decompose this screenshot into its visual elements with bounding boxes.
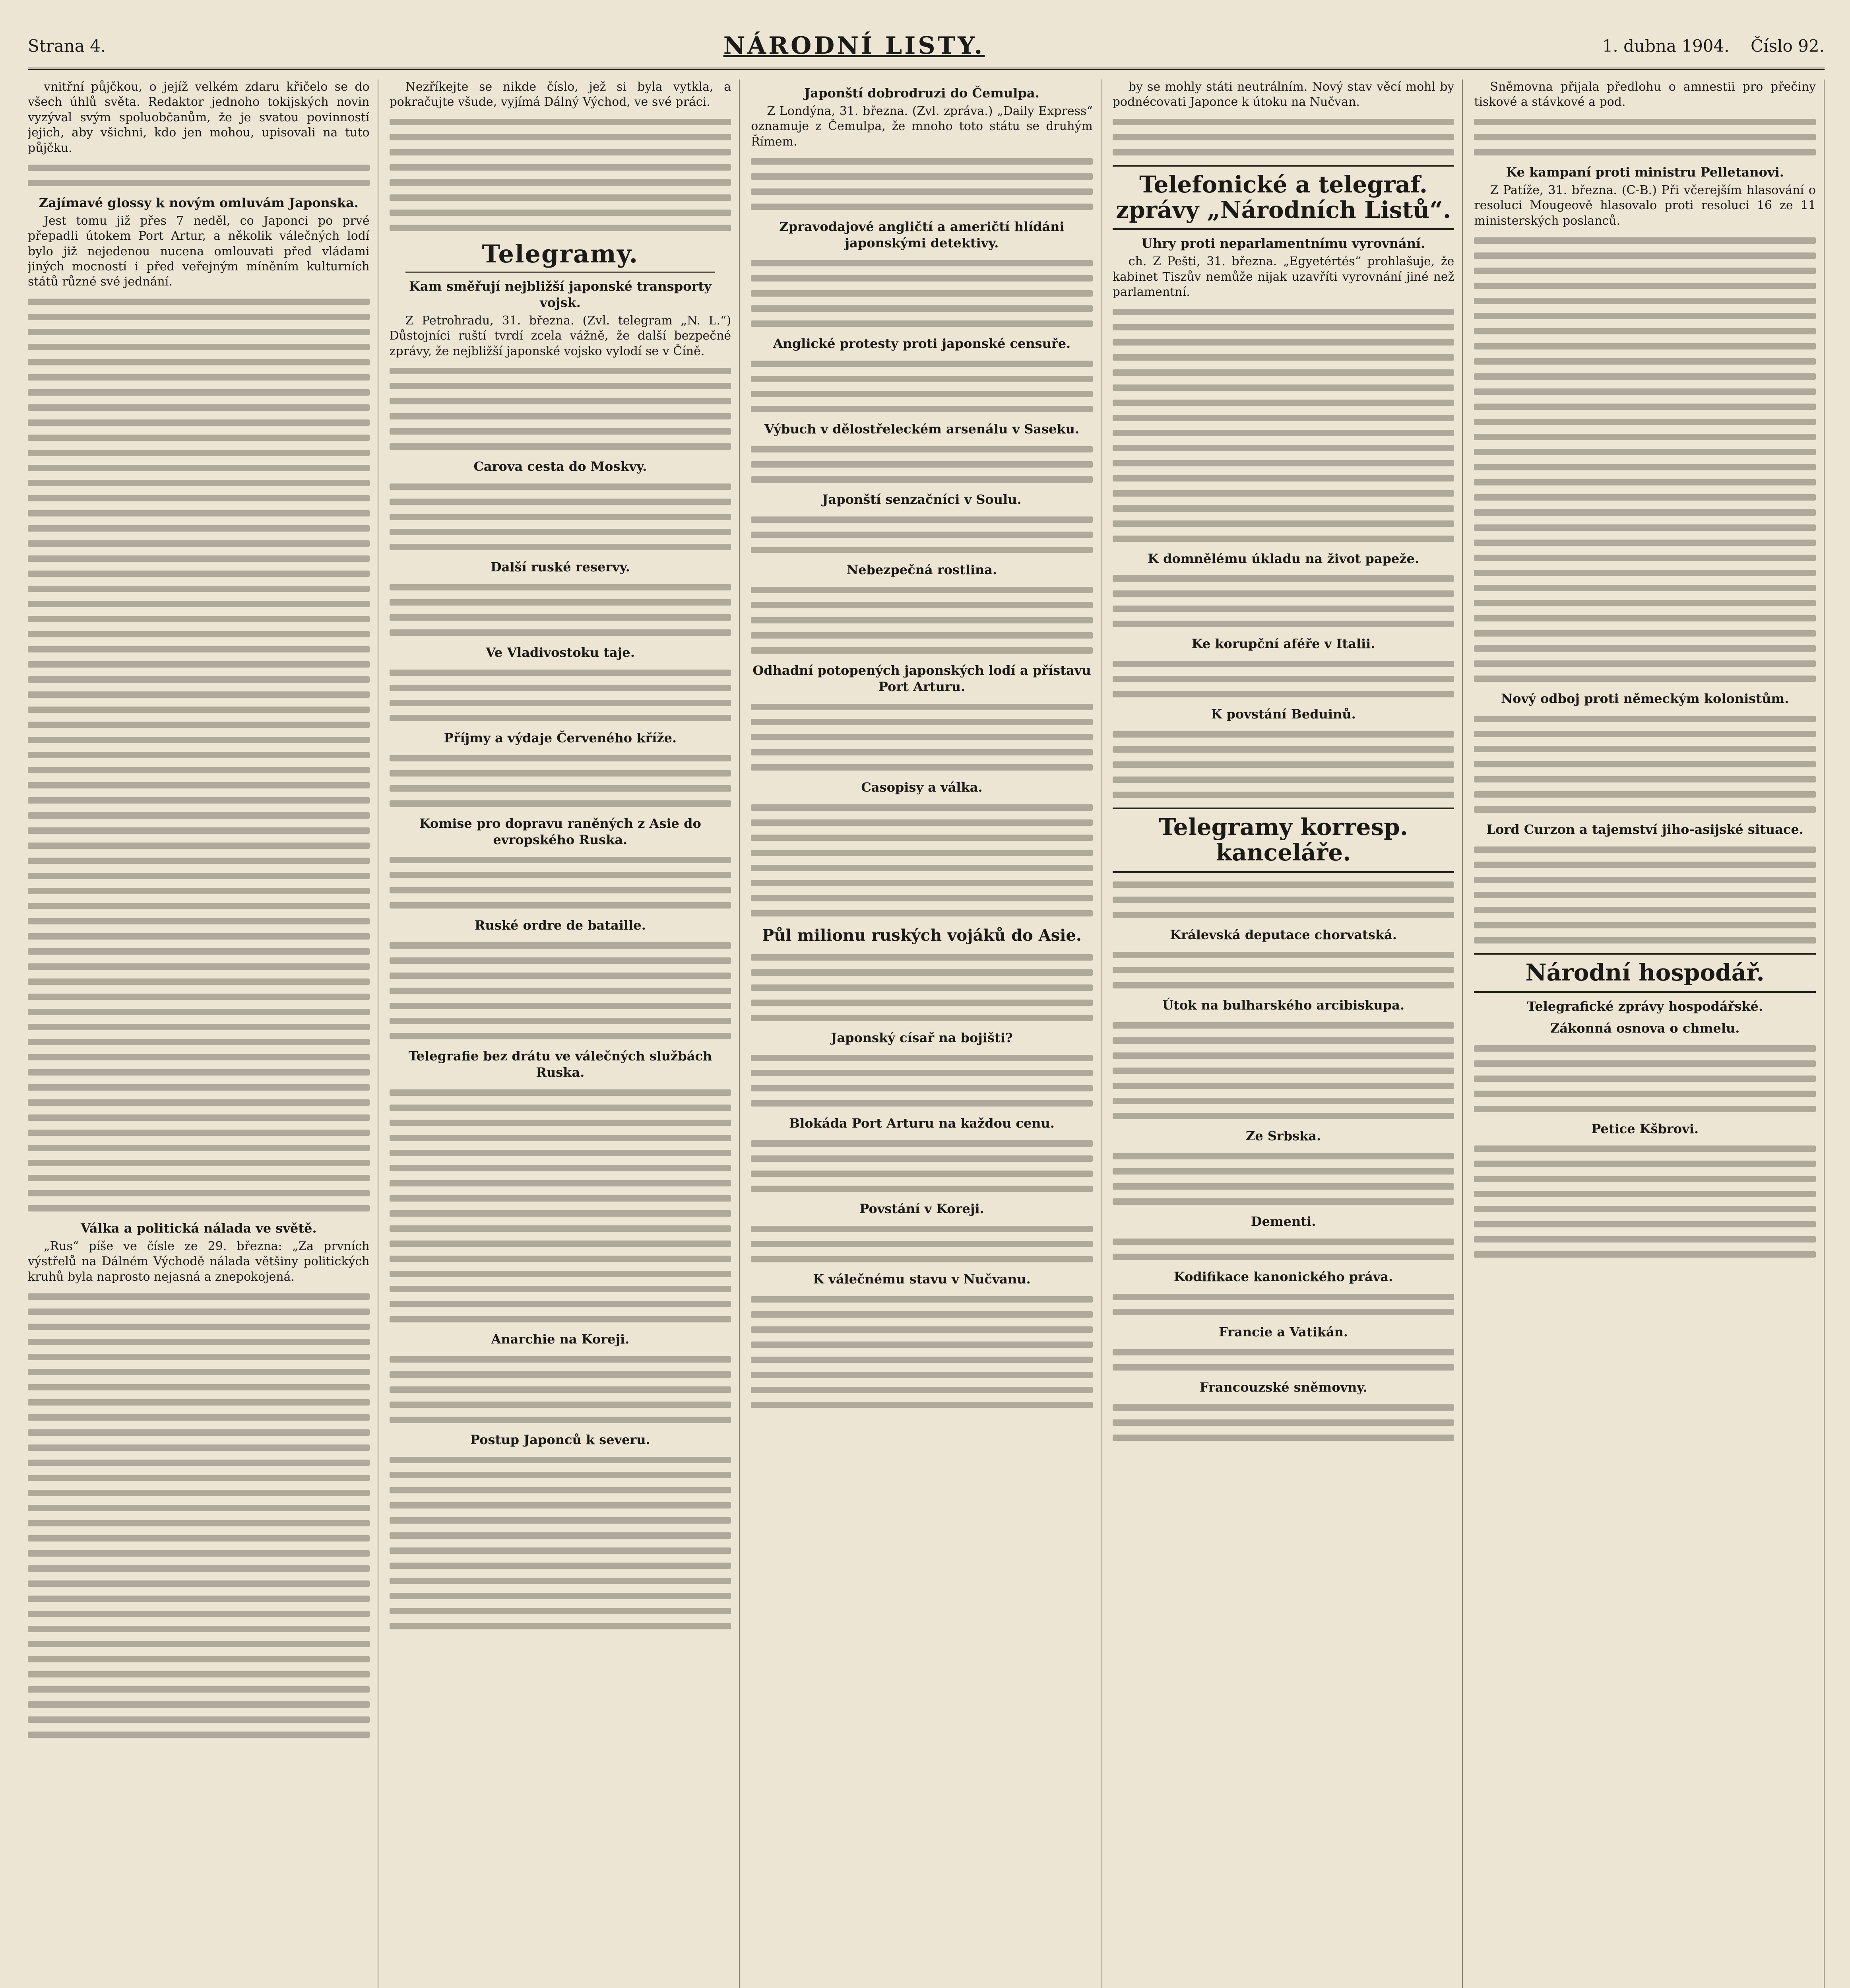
section-heading: Válka a politická nálada ve světě. (80, 1220, 317, 1236)
article-text: Z Petrohradu, 31. března. (Zvl. telegram „N. L.“) Důstojníci ruští tvrdí zcela vážně, že další bezpečné zprávy, že nejbližší japonské vojsko vylodí se v Číně. (389, 313, 731, 358)
section-heading: Telegrafické zprávy hospodářské. (1527, 998, 1763, 1014)
section-title-narodni-hospodar: Národní hospodář. (1474, 953, 1816, 993)
section-heading: Francie a Vatikán. (1219, 1324, 1348, 1340)
section-heading: Japonští senzačníci v Soulu. (822, 491, 1022, 507)
section-heading: Telegrafie bez drátu ve válečných službách Ruska. (408, 1048, 712, 1080)
section-heading: K povstání Beduinů. (1211, 707, 1356, 722)
article-text: Nezříkejte se nikde číslo, jež si byla vytkla, a pokračujte všude, vyjímá Dálný Východ, ve své práci. (389, 80, 731, 109)
section-heading: Ve Vladivostoku taje. (485, 645, 635, 660)
section-heading: Povstání v Koreji. (859, 1201, 984, 1216)
article-text: vnitřní půjčkou, o jejíž velkém zdaru křičelo se do všech úhlů světa. Redaktor jednoho tokijských novin vyzýval svým spoluobčanům, že je svatou povinností jejich, aby všichni, kdo jen mohou, upisovali na tuto půjčku. (28, 80, 370, 155)
section-heading: Casopisy a válka. (861, 779, 983, 795)
article-text: Z Londýna, 31. března. (Zvl. zpráva.) „Daily Express“ oznamuje z Čemulpa, že mnoho toto státu se druhým Římem. (751, 104, 1093, 149)
column-4 (1113, 80, 1463, 1988)
article-columns (28, 80, 1825, 1988)
section-heading: Další ruské reservy. (490, 559, 630, 575)
section-heading: Dementi. (1251, 1213, 1316, 1229)
section-heading: Výbuch v dělostřeleckém arsenálu v Saseku. (764, 421, 1080, 437)
section-heading: Ze Srbska. (1245, 1128, 1321, 1143)
section-heading: Zpravodajové angličtí a američtí hlídáni japonskými detektivy. (779, 219, 1065, 251)
section-heading: Nebezpečná rostlina. (846, 562, 997, 577)
page-number: Strana 4. (28, 36, 106, 56)
section-heading: Lord Curzon a tajemství jiho-asijské situace. (1486, 821, 1803, 837)
article-text: Sněmovna přijala předlohu o amnestii pro přečiny tiskové a stávkové a pod. (1474, 80, 1816, 109)
section-heading: Carova cesta do Moskvy. (473, 459, 647, 474)
section-heading: Nový odboj proti německým kolonistům. (1501, 691, 1789, 706)
section-heading: Japonský císař na bojišti? (831, 1030, 1013, 1045)
section-heading: Anarchie na Koreji. (491, 1331, 630, 1347)
section-heading: Komise pro dopravu raněných z Asie do evropského Ruska. (419, 815, 701, 847)
section-heading: K válečnému stavu v Nučvanu. (813, 1271, 1031, 1287)
masthead (28, 24, 1825, 70)
section-heading: Petice Kšbrovi. (1591, 1121, 1699, 1136)
newspaper-title: NÁRODNÍ LISTY. (723, 32, 985, 60)
section-heading: Ruské ordre de bataille. (474, 917, 646, 933)
article-text: Z Patíže, 31. března. (C-B.) Při včerejším hlasování o resoluci Mougeově hlasovalo proti resoluci 16 ze 11 ministerských poslanců. (1474, 183, 1816, 228)
section-heading: Japonští dobrodruzi do Čemulpa. (804, 85, 1039, 101)
section-heading: Příjmy a výdaje Červeného kříže. (444, 730, 677, 746)
section-heading: Uhry proti neparlamentnímu vyrovnání. (1141, 236, 1425, 251)
article-text: ch. Z Pešti, 31. března. „Egyetértés“ prohlašuje, že kabinet Tiszův nemůže nijak uzavříti vyrovnání jiné než parlamentní. (1112, 254, 1454, 299)
date-issue (1602, 36, 1825, 56)
section-heading: Ke kampaní proti ministru Pelletanovi. (1506, 164, 1784, 180)
section-heading: Postup Japonců k severu. (470, 1432, 650, 1447)
section-title-telegramy-korresp: Telegramy korresp. kanceláře. (1113, 808, 1454, 873)
column-2 (390, 80, 740, 1988)
article-text: by se mohly státi neutrálním. Nový stav věcí mohl by podnécovati Japonce k útoku na Nučvan. (1112, 80, 1454, 109)
section-heading: Anglické protesty proti japonské censuře. (773, 336, 1071, 351)
section-heading: Kodifikace kanonického práva. (1173, 1269, 1393, 1284)
column-5 (1474, 80, 1825, 1988)
section-heading: Útok na bulharského arcibiskupa. (1162, 997, 1405, 1013)
section-heading: Blokáda Port Arturu na každou cenu. (789, 1115, 1055, 1131)
article-text: „Rus“ píše ve čísle ze 29. března: „Za prvních výstřelů na Dálném Východě nálada většiny politických kruhů byla naprosto nejasná a znepokojená. (28, 1239, 370, 1284)
section-heading: Odhadní potopených japonských lodí a přístavu Port Arturu. (752, 662, 1091, 694)
column-3 (751, 80, 1101, 1988)
section-heading: K domnělému úkladu na život papeže. (1148, 551, 1419, 566)
section-heading: Zajímavé glossy k novým omluvám Japonska. (39, 195, 359, 210)
section-heading: Kam směřují nejbližší japonské transporty vojsk. (409, 278, 712, 310)
section-title-telegramy: Telegramy. (482, 239, 639, 268)
section-title-half-million: Půl milionu ruských vojáků do Asie. (762, 926, 1082, 945)
article-text: Jest tomu již přes 7 neděl, co Japonci po prvé přepadli útokem Port Artur, a několik válečných lodí bylo již nejedenou nucena omlouvati před vládami jiných mocností i před veřejným míněním kulturních států různé své jednání. (28, 214, 370, 289)
section-title-telefonicke-zpravy: Telefonické a telegraf. zprávy „Národních Listů“. (1113, 165, 1454, 230)
section-heading: Králevská deputace chorvatská. (1170, 927, 1397, 942)
section-heading: Ke korupční aféře v Italii. (1191, 636, 1375, 652)
issue-number: Číslo 92. (1751, 36, 1825, 56)
section-heading: Francouzské sněmovny. (1199, 1379, 1367, 1395)
section-heading: Zákonná osnova o chmelu. (1550, 1020, 1740, 1036)
column-1 (28, 80, 378, 1988)
issue-date: 1. dubna 1904. (1602, 36, 1730, 56)
